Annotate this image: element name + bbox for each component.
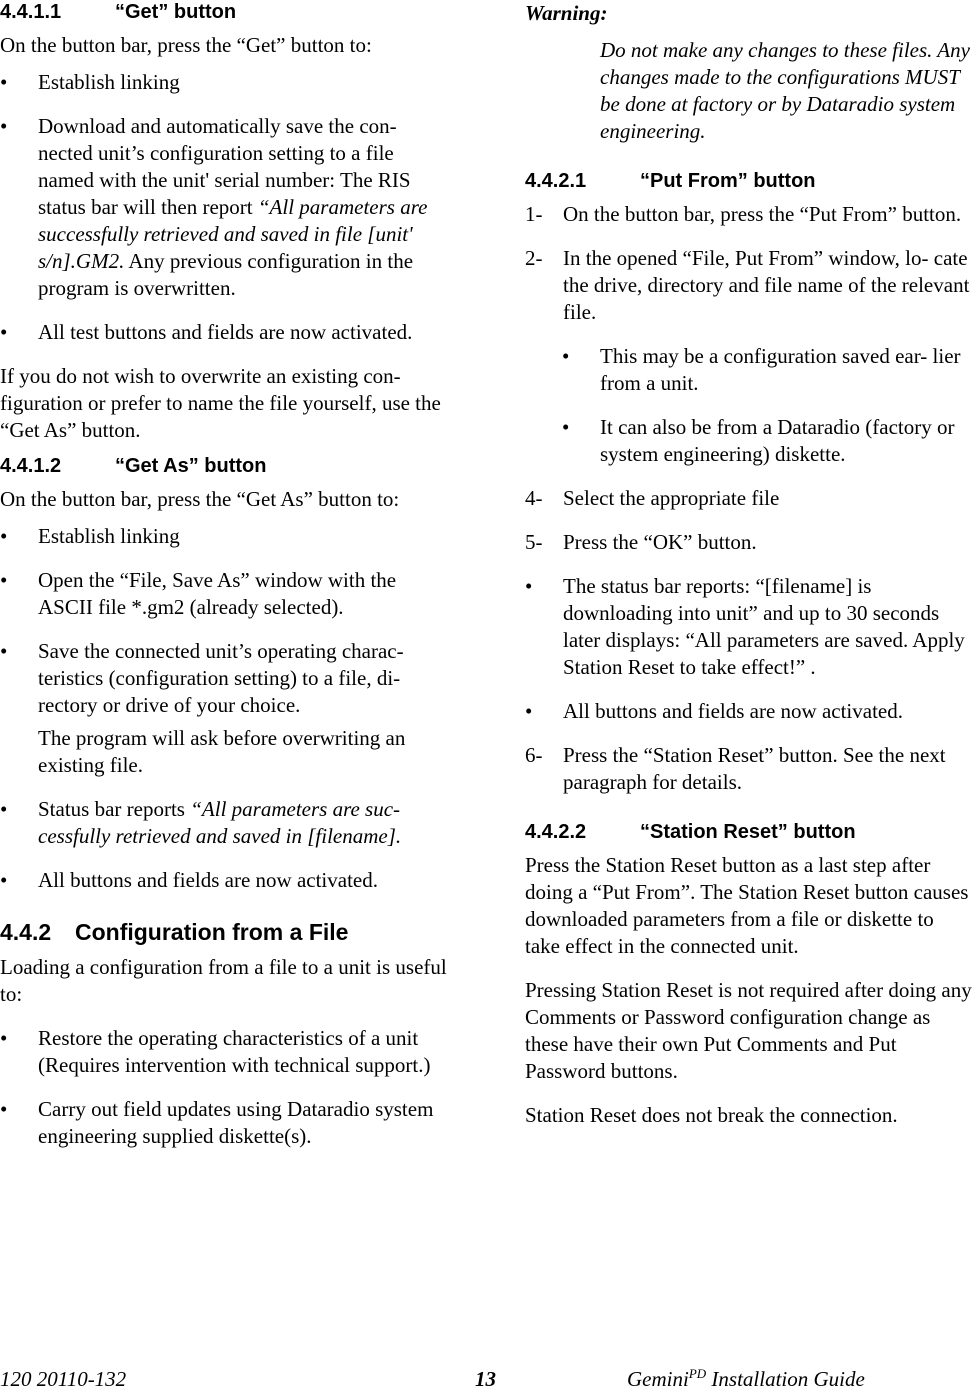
list-item-text: Save the connected unit’s operating charac- teristics (configuration setting) to a file, di- rectory or drive of your choice. — [38, 639, 404, 717]
step-number: 5- — [525, 530, 543, 554]
guide-title-superscript: PD — [688, 1366, 707, 1381]
bullet-icon: • — [0, 320, 8, 344]
list-item — [0, 567, 450, 621]
step-number: 6- — [525, 743, 543, 767]
bullet-icon: • — [0, 114, 8, 138]
list-item-text: Any previous configuration in the program is overwritten. — [38, 249, 414, 300]
section-title: Configuration from a File — [75, 919, 349, 945]
section-title: “Put From” button — [640, 170, 816, 192]
list-item — [525, 742, 973, 796]
bullet-icon: • — [562, 415, 570, 439]
bullet-icon: • — [0, 568, 8, 592]
section-number: 4.4.2.2 — [525, 821, 587, 843]
list-item — [0, 1096, 450, 1150]
section-title: “Get As” button — [115, 455, 267, 477]
list-item-emphasis: “All parameters are suc- cessfully retrieved and saved in [filename]. — [38, 797, 402, 848]
section-title: “Get” button — [115, 1, 237, 23]
list-item-text: All buttons and fields are now activated. — [563, 699, 903, 723]
page-number: 13 — [475, 1367, 496, 1391]
paragraph: Loading a configuration from a file to a unit is useful to: — [0, 955, 447, 1006]
warning-heading: Warning: — [525, 1, 608, 25]
list-item — [0, 1025, 450, 1079]
list-item-text: Select the appropriate file — [563, 486, 780, 510]
paragraph: If you do not wish to overwrite an existing con- figuration or prefer to name the file yourself, use the “Get As” button. — [0, 364, 441, 442]
paragraph: Press the Station Reset button as a last step after doing a “Put From”. The Station Reset button causes downloaded parameters from a file or diskette to take effect in the connected unit. — [525, 853, 969, 958]
bullet-icon: • — [562, 344, 570, 368]
list-item — [525, 698, 973, 725]
section-title: “Station Reset” button — [640, 821, 856, 843]
list-item — [525, 245, 973, 326]
list-item — [0, 638, 450, 779]
list-item — [525, 201, 973, 228]
bullet-icon: • — [0, 524, 8, 548]
list-item-emphasis: “All parameters are successfully retrieved and saved in file [unit' s/n].GM2. — [38, 195, 428, 273]
guide-title-name: Gemini — [627, 1367, 689, 1391]
document-number: 120 20110-132 — [0, 1367, 127, 1391]
list-item — [525, 573, 973, 681]
list-item-text: All test buttons and fields are now activated. — [38, 320, 413, 344]
guide-title-rest: Installation Guide — [706, 1367, 865, 1391]
list-item-text: Open the “File, Save As” window with the ASCII file *.gm2 (already selected). — [38, 568, 397, 619]
list-item-text: All buttons and fields are now activated. — [38, 868, 378, 892]
list-item-text: Restore the operating characteristics of a unit (Requires intervention with technical support.) — [38, 1026, 431, 1077]
page-footer — [0, 1366, 973, 1392]
section-heading-configuration-from-file — [0, 918, 450, 946]
step-number: 4- — [525, 486, 543, 510]
list-item-text: Carry out field updates using Dataradio system engineering supplied diskette(s). — [38, 1097, 434, 1148]
list-item-text: Press the “OK” button. — [563, 530, 757, 554]
list-item-text: On the button bar, press the “Put From” button. — [563, 202, 962, 226]
list-item-text: The status bar reports: “[filename] is downloading into unit” and up to 30 seconds later displays: “All parameters are saved. Apply Station Reset to take effect!” . — [563, 574, 965, 679]
step-number: 1- — [525, 202, 543, 226]
list-item — [0, 113, 450, 302]
list-item-text: It can also be from a Dataradio (factory or system engineering) diskette. — [600, 415, 955, 466]
list-item-text: This may be a configuration saved ear- lier from a unit. — [600, 344, 961, 395]
bullet-icon: • — [0, 868, 8, 892]
warning-text: Do not make any changes to these files. Any changes made to the configurations MUST be done at factory or by Dataradio system engineering. — [600, 38, 970, 143]
bullet-icon: • — [0, 1026, 8, 1050]
list-item — [0, 867, 450, 894]
list-item — [525, 485, 973, 512]
paragraph: On the button bar, press the “Get As” button to: — [0, 487, 400, 511]
list-item — [0, 69, 450, 96]
guide-title — [627, 1366, 865, 1392]
bullet-icon: • — [0, 1097, 8, 1121]
section-heading-station-reset-button — [525, 820, 973, 844]
section-number: 4.4.1.2 — [0, 455, 62, 477]
list-item — [562, 414, 973, 468]
paragraph: On the button bar, press the “Get” button to: — [0, 33, 372, 57]
list-item-text: Establish linking — [38, 524, 180, 548]
bullet-icon: • — [0, 70, 8, 94]
list-item — [562, 343, 973, 397]
bullet-icon: • — [525, 574, 533, 598]
list-item — [0, 319, 450, 346]
list-item — [0, 523, 450, 550]
section-heading-get-as-button — [0, 454, 450, 478]
list-item-text: In the opened “File, Put From” window, lo- cate the drive, directory and file name of the relevant file. — [563, 246, 970, 324]
section-heading-get-button — [0, 0, 450, 24]
bullet-icon: • — [0, 639, 8, 663]
list-item-text: Download and automatically save the con- nected unit’s configuration setting to a file named with the unit' serial number: The RIS status bar will then report — [38, 114, 411, 219]
left-column — [0, 0, 450, 1167]
list-item — [525, 529, 973, 556]
paragraph: Station Reset does not break the connection. — [525, 1103, 898, 1127]
section-heading-put-from-button — [525, 169, 973, 193]
paragraph: Pressing Station Reset is not required after doing any Comments or Password configuration change as these have their own Put Comments and Put Password buttons. — [525, 978, 972, 1083]
right-column — [525, 0, 973, 1139]
section-number: 4.4.1.1 — [0, 1, 62, 23]
list-item-subparagraph: The program will ask before overwriting an existing file. — [38, 726, 406, 777]
list-item-text: Press the “Station Reset” button. See the next paragraph for details. — [563, 743, 946, 794]
section-number: 4.4.2 — [0, 919, 52, 945]
bullet-icon: • — [0, 797, 8, 821]
list-item — [0, 796, 450, 850]
section-number: 4.4.2.1 — [525, 170, 587, 192]
bullet-icon: • — [525, 699, 533, 723]
step-number: 2- — [525, 246, 543, 270]
list-item-text: Status bar reports — [38, 797, 191, 821]
list-item-text: Establish linking — [38, 70, 180, 94]
